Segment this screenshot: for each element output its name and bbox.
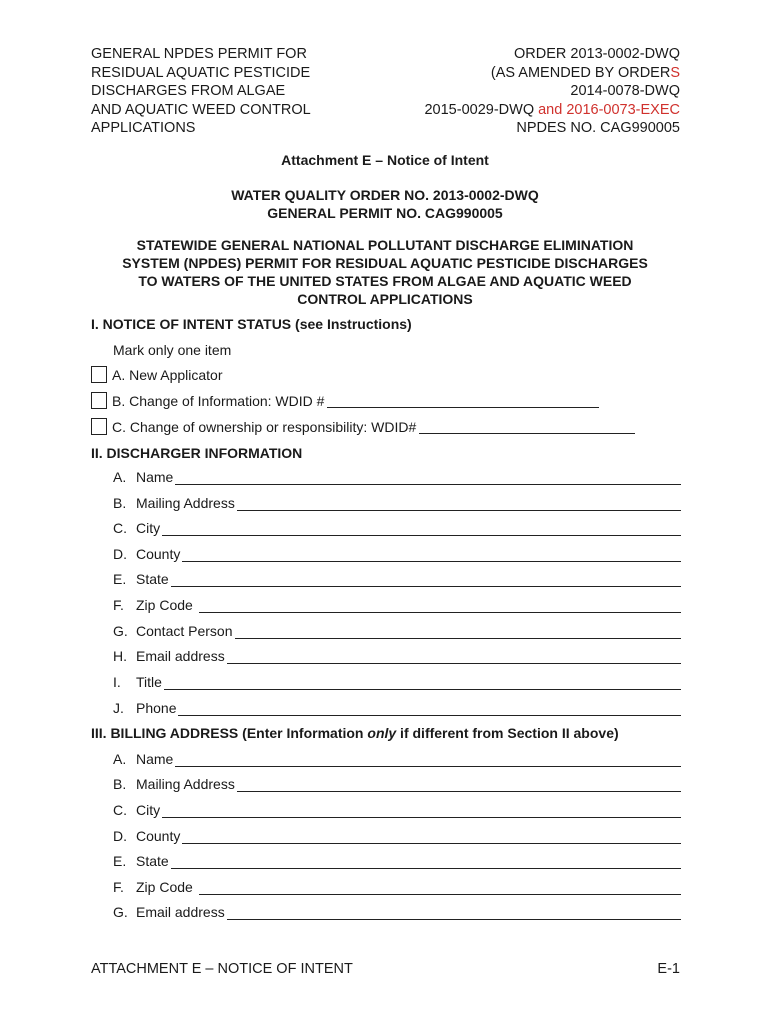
- new-applicator-checkbox[interactable]: [91, 366, 107, 383]
- field-label: Mailing Address: [136, 776, 235, 792]
- amendment-order: 2014-0078-DWQ: [570, 83, 680, 99]
- field-label: City: [136, 520, 161, 536]
- input-line[interactable]: [171, 854, 681, 869]
- discharger-city-field[interactable]: [113, 520, 681, 536]
- field-label: City: [136, 802, 161, 818]
- option-change-of-ownership[interactable]: [91, 418, 635, 435]
- field-label: Mailing Address: [136, 495, 235, 511]
- field-letter: I.: [113, 674, 121, 690]
- section-2-heading: II. DISCHARGER INFORMATION: [91, 445, 303, 461]
- field-label: State: [136, 571, 169, 587]
- input-line[interactable]: [199, 880, 681, 895]
- amendment-revision: and 2016-0073-EXEC: [534, 101, 680, 118]
- discharger-state-field[interactable]: [113, 571, 681, 587]
- discharger-county-field[interactable]: [113, 546, 681, 562]
- input-line[interactable]: [182, 829, 681, 844]
- field-label: Title: [136, 674, 162, 690]
- field-letter: G.: [113, 623, 128, 639]
- permit-description-line: SYSTEM (NPDES) PERMIT FOR RESIDUAL AQUATIC PESTICIDE DISCHARGES: [122, 255, 648, 271]
- permit-description-line: STATEWIDE GENERAL NATIONAL POLLUTANT DISCHARGE ELIMINATION: [136, 237, 634, 253]
- heading-emphasis: only: [367, 725, 397, 741]
- discharger-name-field[interactable]: [113, 469, 681, 485]
- field-label: Zip Code: [136, 597, 193, 613]
- input-line[interactable]: [182, 547, 681, 562]
- amended-by-line: [424, 64, 680, 83]
- permit-description-line: CONTROL APPLICATIONS: [297, 291, 473, 307]
- billing-city-field[interactable]: [113, 802, 681, 818]
- change-of-information-checkbox[interactable]: [91, 392, 107, 409]
- field-label: Phone: [136, 700, 177, 716]
- input-line[interactable]: [171, 572, 681, 587]
- permit-description: [80, 236, 690, 308]
- field-label: Email address: [136, 648, 225, 664]
- option-label: C. Change of ownership or responsibility: WDID#: [112, 418, 417, 435]
- input-line[interactable]: [178, 701, 681, 716]
- input-line[interactable]: [175, 752, 681, 767]
- field-letter: G.: [113, 904, 128, 920]
- field-label: Contact Person: [136, 623, 233, 639]
- section-1-heading: I. NOTICE OF INTENT STATUS (see Instructions): [91, 316, 412, 332]
- discharger-phone-field[interactable]: [113, 700, 681, 716]
- field-letter: B.: [113, 776, 127, 792]
- field-label: County: [136, 546, 181, 562]
- field-letter: E.: [113, 853, 127, 869]
- amendment-orders-line: [424, 101, 680, 120]
- input-line[interactable]: [237, 496, 681, 511]
- billing-email-field[interactable]: [113, 904, 681, 920]
- field-letter: F.: [113, 879, 124, 895]
- amended-revision: S: [670, 64, 680, 81]
- field-label: State: [136, 853, 169, 869]
- input-line[interactable]: [164, 675, 681, 690]
- section-3-heading: [91, 725, 619, 741]
- header-permit-title: [91, 45, 311, 138]
- field-letter: A.: [113, 751, 127, 767]
- field-label: Name: [136, 469, 174, 485]
- input-line[interactable]: [235, 624, 682, 639]
- header-left-line: DISCHARGES FROM ALGAE: [91, 83, 286, 99]
- option-new-applicator[interactable]: [91, 366, 223, 383]
- header-order-info: [424, 45, 680, 138]
- permit-description-line: TO WATERS OF THE UNITED STATES FROM ALGAE AND AQUATIC WEED: [138, 273, 632, 289]
- page-number: E-1: [657, 961, 680, 977]
- attachment-title: Attachment E – Notice of Intent: [281, 152, 489, 168]
- discharger-zip-code-field[interactable]: [113, 597, 681, 613]
- wdid-input-line[interactable]: [419, 419, 635, 434]
- order-number: ORDER 2013-0002-DWQ: [514, 46, 680, 62]
- field-label: Email address: [136, 904, 225, 920]
- order-title-block: [80, 186, 690, 222]
- billing-zip-code-field[interactable]: [113, 879, 681, 895]
- input-line[interactable]: [199, 598, 681, 613]
- input-line[interactable]: [162, 521, 681, 536]
- option-change-of-information[interactable]: [91, 392, 599, 409]
- field-label: Zip Code: [136, 879, 193, 895]
- discharger-mailing-address-field[interactable]: [113, 495, 681, 511]
- amendment-order-2015: 2015-0029-DWQ: [424, 101, 535, 118]
- input-line[interactable]: [227, 649, 681, 664]
- header-left-line: GENERAL NPDES PERMIT FOR: [91, 46, 307, 62]
- heading-text: III. BILLING ADDRESS (Enter Information: [91, 725, 368, 741]
- change-of-ownership-checkbox[interactable]: [91, 418, 107, 435]
- input-line[interactable]: [162, 803, 681, 818]
- general-permit-number: GENERAL PERMIT NO. CAG990005: [267, 205, 503, 221]
- billing-county-field[interactable]: [113, 828, 681, 844]
- option-label: A. New Applicator: [112, 366, 223, 383]
- wdid-input-line[interactable]: [327, 393, 599, 408]
- field-letter: D.: [113, 828, 127, 844]
- field-letter: F.: [113, 597, 124, 613]
- input-line[interactable]: [237, 777, 681, 792]
- billing-mailing-address-field[interactable]: [113, 776, 681, 792]
- input-line[interactable]: [175, 470, 681, 485]
- field-letter: E.: [113, 571, 127, 587]
- billing-state-field[interactable]: [113, 853, 681, 869]
- npdes-number: NPDES NO. CAG990005: [516, 120, 680, 136]
- field-letter: J.: [113, 700, 124, 716]
- heading-text: if different from Section II above): [396, 725, 619, 741]
- header-left-line: RESIDUAL AQUATIC PESTICIDE: [91, 64, 311, 81]
- discharger-contact-person-field[interactable]: [113, 623, 681, 639]
- header-left-line: AND AQUATIC WEED CONTROL: [91, 101, 311, 118]
- field-letter: D.: [113, 546, 127, 562]
- field-label: County: [136, 828, 181, 844]
- mark-one-instruction: Mark only one item: [113, 342, 232, 358]
- field-letter: H.: [113, 648, 127, 664]
- discharger-title-field[interactable]: [113, 674, 681, 690]
- amended-text: (AS AMENDED BY ORDER: [490, 64, 671, 81]
- billing-name-field[interactable]: [113, 751, 681, 767]
- field-letter: C.: [113, 520, 127, 536]
- input-line[interactable]: [227, 905, 681, 920]
- field-label: Name: [136, 751, 174, 767]
- discharger-email-field[interactable]: [113, 648, 681, 664]
- field-letter: A.: [113, 469, 127, 485]
- footer-document-title: ATTACHMENT E – NOTICE OF INTENT: [91, 961, 353, 977]
- field-letter: C.: [113, 802, 127, 818]
- water-quality-order: WATER QUALITY ORDER NO. 2013-0002-DWQ: [231, 187, 539, 203]
- field-letter: B.: [113, 495, 127, 511]
- option-label: B. Change of Information: WDID #: [112, 392, 325, 409]
- header-left-line: APPLICATIONS: [91, 120, 196, 136]
